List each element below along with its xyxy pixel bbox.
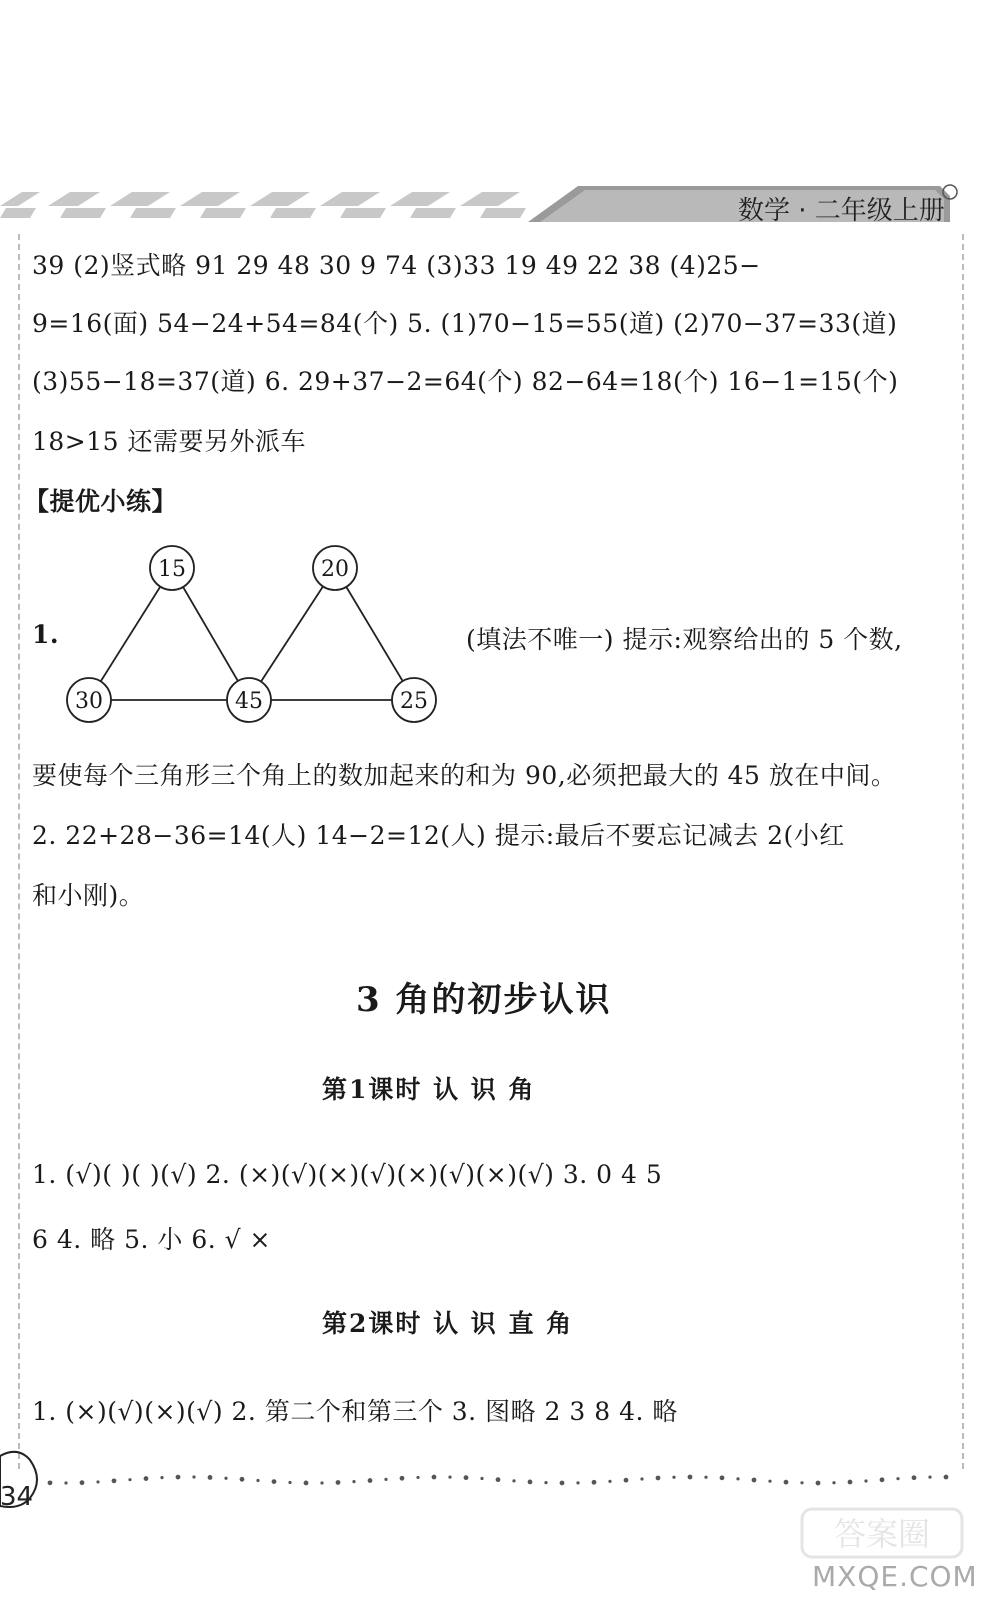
answer-line-4: 18>15 还需要另外派车 bbox=[32, 427, 307, 456]
answer-line-2: 9=16(面) 54−24+54=84(个) 5. (1)70−15=55(道) (2)70−37=33(道) bbox=[32, 309, 898, 338]
footer-dot bbox=[272, 1479, 277, 1484]
edge-20-25 bbox=[335, 568, 414, 700]
edge-20-45 bbox=[249, 568, 335, 700]
question-2-line-2: 和小刚)。 bbox=[32, 881, 145, 910]
footer-dot bbox=[704, 1476, 707, 1479]
question-1-number: 1. bbox=[32, 620, 60, 649]
footer-dot bbox=[512, 1479, 515, 1482]
lesson-1-line-1: 1. (√)( )( )(√) 2. (×)(√)(×)(√)(×)(√)(×)(√) 3. 0 4 5 bbox=[32, 1160, 663, 1189]
node-label: 20 bbox=[321, 557, 349, 582]
lesson-1-line-2: 6 4. 略 5. 小 6. √ × bbox=[32, 1225, 271, 1254]
footer-dot bbox=[96, 1480, 99, 1483]
edge-15-30 bbox=[89, 568, 172, 700]
node-label: 30 bbox=[75, 689, 103, 714]
footer-dot bbox=[352, 1480, 355, 1483]
footer-dot bbox=[160, 1476, 163, 1479]
node-label: 15 bbox=[158, 557, 186, 582]
footer-dot bbox=[592, 1480, 597, 1485]
footer-dot bbox=[576, 1481, 579, 1484]
footer-dot bbox=[48, 1480, 53, 1485]
footer-dot bbox=[848, 1480, 853, 1485]
footer-dot bbox=[320, 1481, 323, 1484]
footer-dot bbox=[224, 1477, 227, 1480]
footer-dot bbox=[544, 1481, 547, 1484]
right-margin-rule bbox=[962, 234, 964, 1469]
footer-dot bbox=[800, 1481, 803, 1484]
footer-dot bbox=[528, 1479, 533, 1484]
node-label: 45 bbox=[235, 689, 263, 714]
footer-dot bbox=[608, 1480, 611, 1483]
footer-dot bbox=[880, 1477, 885, 1482]
page-number: 34 bbox=[0, 1482, 34, 1512]
footer-dot bbox=[624, 1478, 629, 1483]
footer-dot bbox=[64, 1481, 67, 1484]
node-label: 25 bbox=[400, 689, 428, 714]
footer-dot bbox=[672, 1476, 675, 1479]
footer-dot bbox=[640, 1477, 643, 1480]
footer-dot bbox=[560, 1481, 565, 1486]
lesson-2-line-1: 1. (×)(√)(×)(√) 2. 第二个和第三个 3. 图略 2 3 8 4. 略 bbox=[32, 1397, 678, 1426]
footer-dot bbox=[832, 1481, 835, 1484]
footer-dot bbox=[176, 1475, 181, 1480]
section-heading: 【提优小练】 bbox=[24, 487, 178, 516]
footer-dot bbox=[688, 1475, 693, 1480]
footer-dot bbox=[448, 1475, 451, 1478]
footer-dot bbox=[432, 1475, 437, 1480]
footer-dot bbox=[480, 1477, 483, 1480]
footer-dot bbox=[368, 1478, 373, 1483]
footer-dot bbox=[208, 1475, 213, 1480]
watermark-text: MXQE.COM bbox=[812, 1560, 978, 1593]
footer-dot bbox=[384, 1478, 387, 1481]
footer-dot bbox=[720, 1475, 725, 1480]
chapter-title: 3 角的初步认识 bbox=[356, 980, 612, 1020]
footer-dot bbox=[896, 1477, 899, 1480]
footer-dot bbox=[400, 1476, 405, 1481]
footer-dot bbox=[464, 1475, 469, 1480]
footer-dot bbox=[128, 1478, 131, 1481]
footer-dot bbox=[656, 1476, 661, 1481]
footer-dot bbox=[144, 1476, 149, 1481]
footer-dot bbox=[192, 1475, 195, 1478]
left-margin-rule bbox=[18, 234, 20, 1469]
edge-15-45 bbox=[172, 568, 249, 700]
footer-dot bbox=[240, 1477, 245, 1482]
footer-dot bbox=[768, 1480, 771, 1483]
footer-dot bbox=[256, 1479, 259, 1482]
svg-text:答案圈: 答案圈 bbox=[833, 1515, 931, 1553]
footer-dot bbox=[288, 1481, 291, 1484]
footer-dot bbox=[864, 1479, 867, 1482]
question-2-line-1: 2. 22+28−36=14(人) 14−2=12(人) 提示:最后不要忘记减去 2(小红 bbox=[32, 821, 845, 850]
footer-dot bbox=[784, 1480, 789, 1485]
question-1-explanation: 要使每个三角形三个角上的数加起来的和为 90,必须把最大的 45 放在中间。 bbox=[32, 761, 897, 790]
question-1-note: (填法不唯一) 提示:观察给出的 5 个数, bbox=[466, 625, 903, 654]
header-title: 数学 · 二年级上册 bbox=[738, 196, 945, 226]
footer-dot bbox=[928, 1476, 931, 1479]
footer-dot bbox=[304, 1481, 309, 1486]
footer-dot bbox=[112, 1478, 117, 1483]
watermark-logo bbox=[800, 1505, 970, 1565]
lesson-2-title: 第2课时 认 识 直 角 bbox=[322, 1309, 574, 1338]
answer-line-1: 39 (2)竖式略 91 29 48 30 9 74 (3)33 19 49 22 38 (4)25− bbox=[32, 251, 761, 280]
footer-dot bbox=[736, 1477, 739, 1480]
footer-dot bbox=[416, 1476, 419, 1479]
footer-dot bbox=[816, 1481, 821, 1486]
footer-dot bbox=[80, 1480, 85, 1485]
footer-dot bbox=[336, 1480, 341, 1485]
footer-dots bbox=[48, 1475, 949, 1486]
answer-line-3: (3)55−18=37(道) 6. 29+37−2=64(个) 82−64=18(个) 16−1=15(个) bbox=[32, 367, 899, 396]
lesson-1-title: 第1课时 认 识 角 bbox=[322, 1075, 536, 1104]
footer-dot bbox=[912, 1475, 917, 1480]
triangle-number-diagram bbox=[56, 540, 456, 726]
footer-dot bbox=[496, 1477, 501, 1482]
footer-dot bbox=[752, 1478, 757, 1483]
footer-dot bbox=[944, 1475, 949, 1480]
